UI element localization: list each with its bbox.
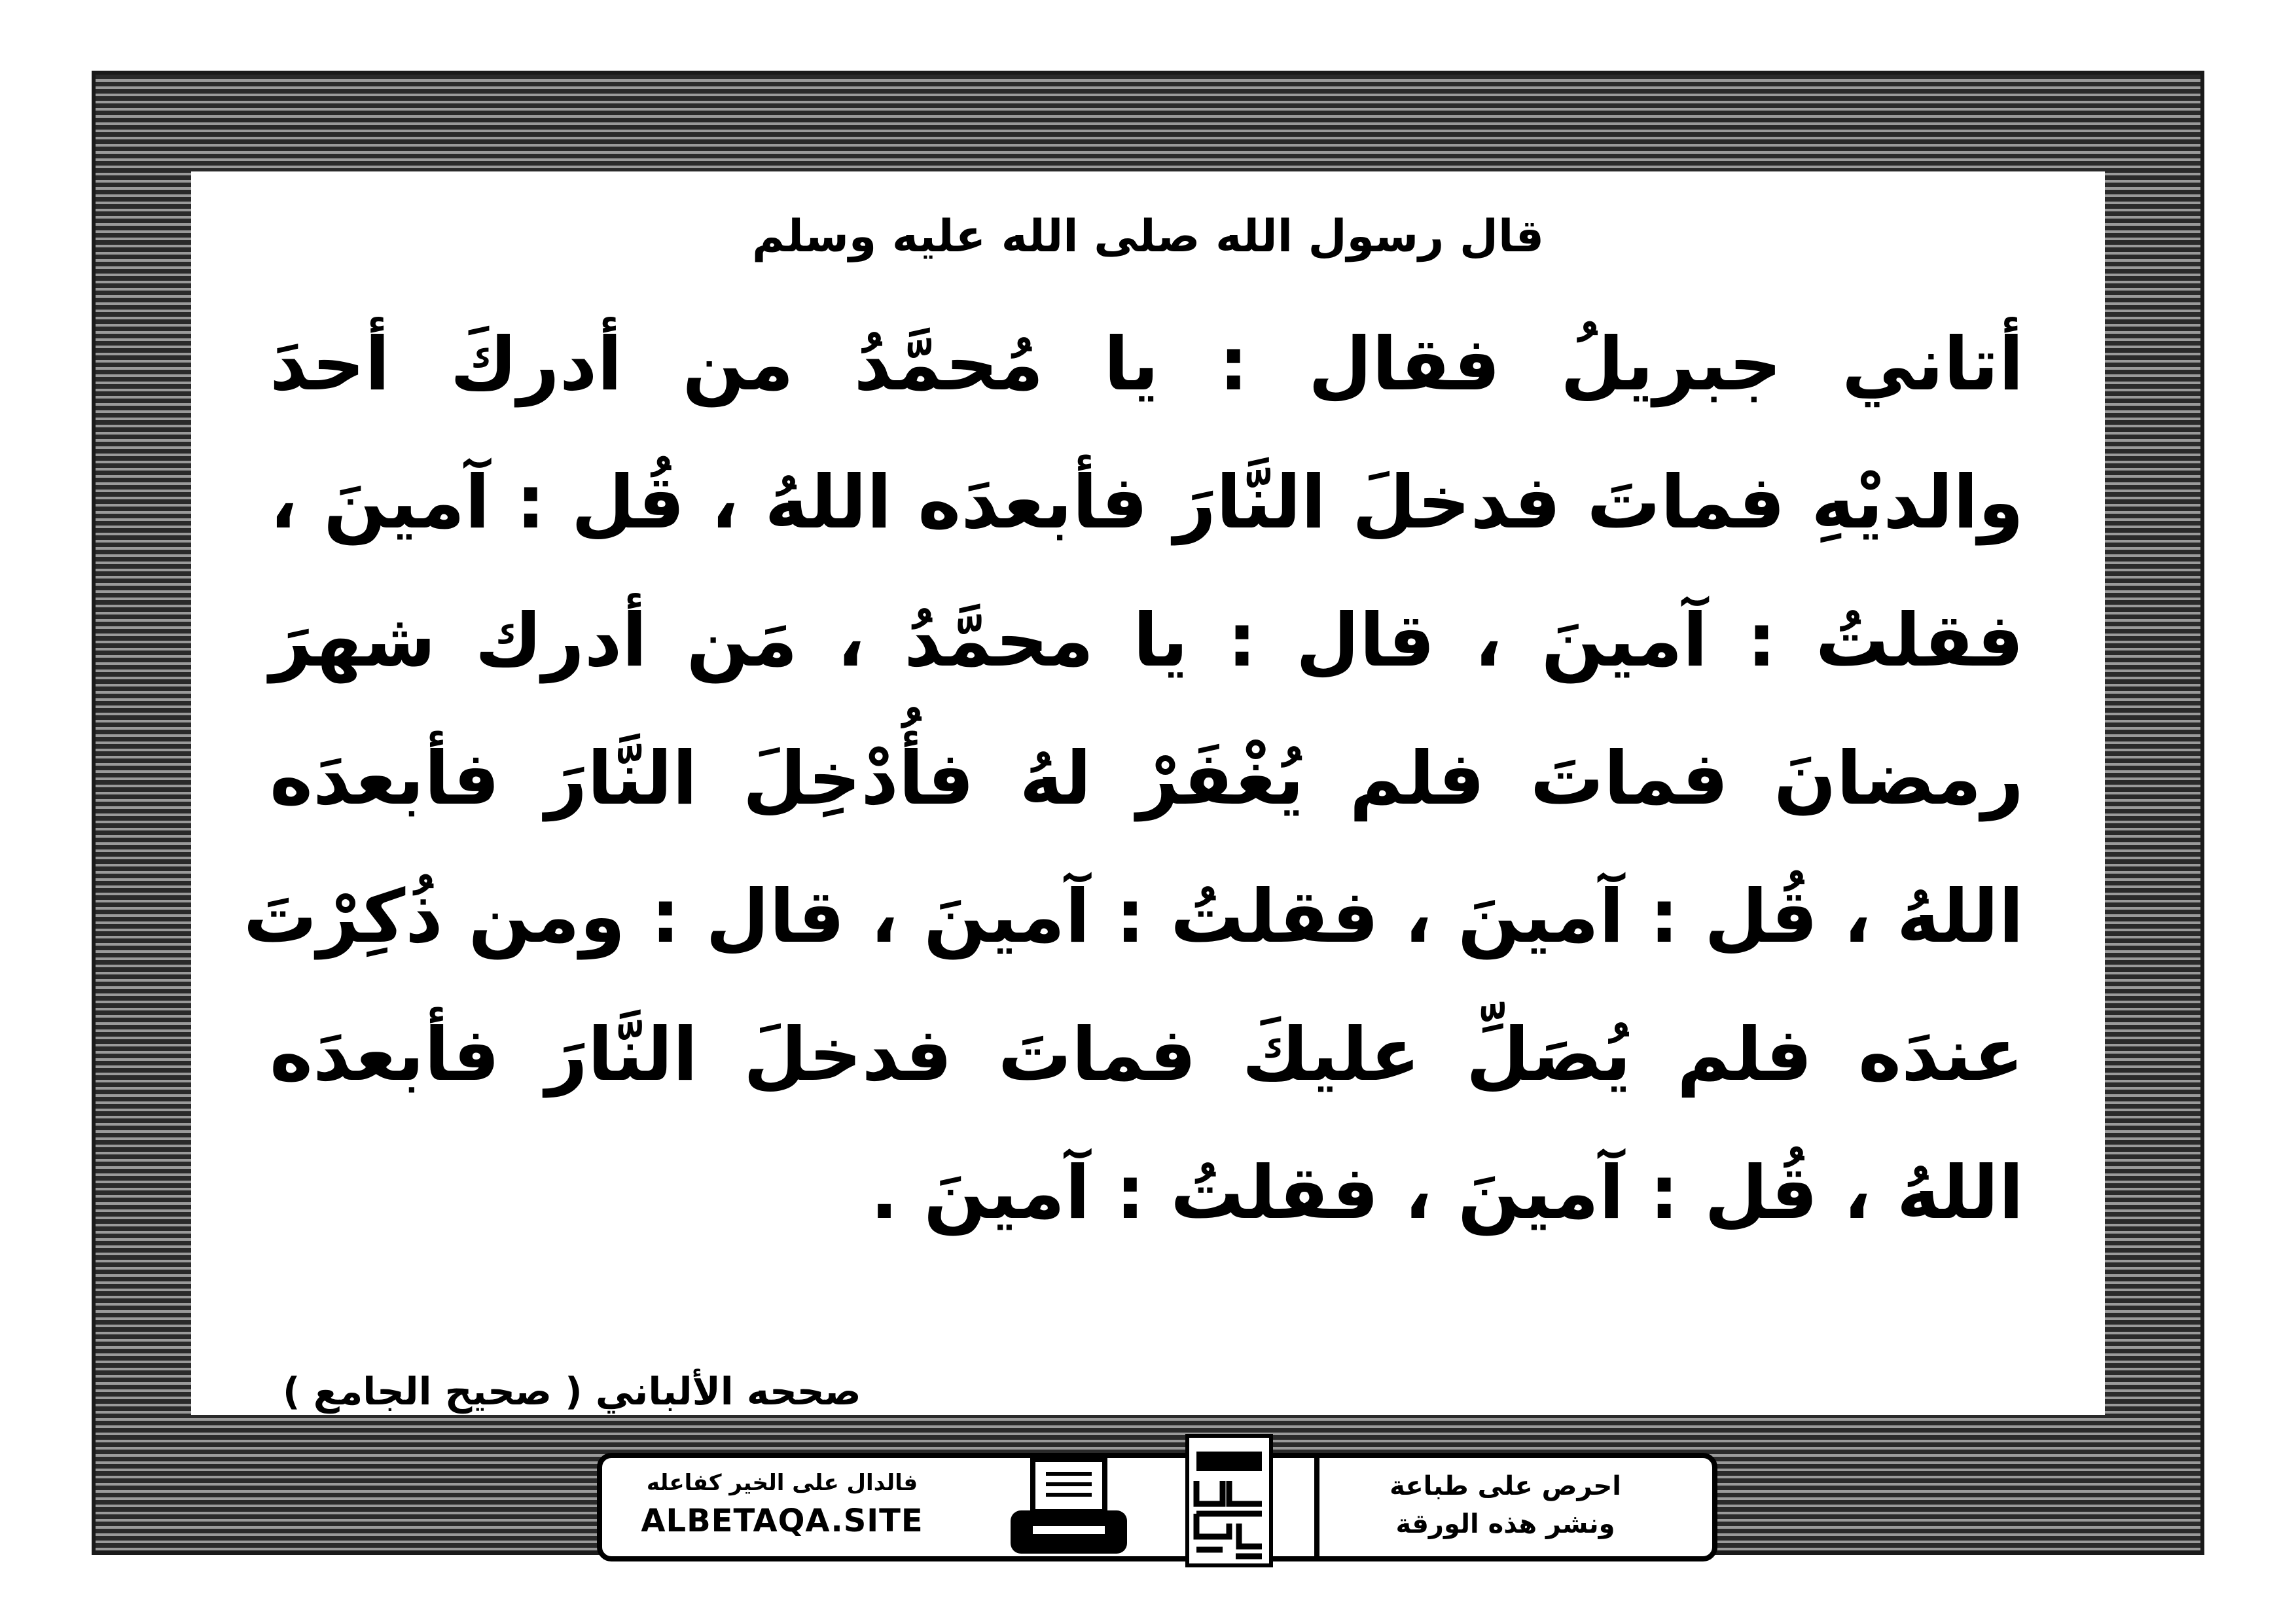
footer-slogan-block xyxy=(628,1465,936,1550)
source-citation: صححه الألباني ( صحيح الجامع ) xyxy=(283,1369,861,1414)
footer-note-line: ونشر هذه الورقة xyxy=(1395,1509,1615,1539)
hadith-line: فقلتُ : آمينَ ، قال : يا محمَّدُ ، مَن أدرك شهرَ xyxy=(270,598,2024,683)
footer-slogan: فالدال على الخير كفاعله xyxy=(646,1470,918,1496)
hadith-line: أتاني جبريلُ فقال : يا مُحمَّدُ من أدركَ أحدَ xyxy=(270,322,2024,407)
hadith-text xyxy=(243,296,2024,1262)
footer-note-line: احرص على طباعة xyxy=(1390,1471,1621,1501)
heading: قال رسول الله صلى الله عليه وسلم xyxy=(751,211,1545,262)
card-panel xyxy=(191,171,2105,1415)
hadith-line: رمضانَ فماتَ فلم يُغْفَرْ لهُ فأُدْخِلَ النَّارَ فأبعدَه xyxy=(270,736,2024,821)
footer-note xyxy=(1335,1467,1676,1552)
site-link[interactable]: ALBETAQA.SITE xyxy=(641,1503,924,1539)
hadith-line: اللهُ ، قُل : آمينَ ، فقلتُ : آمينَ . xyxy=(870,1150,2024,1236)
footer-bar xyxy=(597,1453,1717,1561)
hadith-line: اللهُ ، قُل : آمينَ ، فقلتُ : آمينَ ، قال : ومن ذُكِرْتَ xyxy=(243,874,2024,959)
printer-icon xyxy=(1007,1454,1131,1559)
hadith-line: عندَه فلم يُصَلِّ عليكَ فماتَ فدخلَ النَّارَ فأبعدَه xyxy=(270,1012,2024,1097)
logo-icon xyxy=(1183,1432,1275,1569)
hadith-line: والديْهِ فماتَ فدخلَ النَّارَ فأبعدَه اللهُ ، قُل : آمينَ ، xyxy=(270,460,2024,545)
footer-divider xyxy=(1314,1458,1319,1556)
